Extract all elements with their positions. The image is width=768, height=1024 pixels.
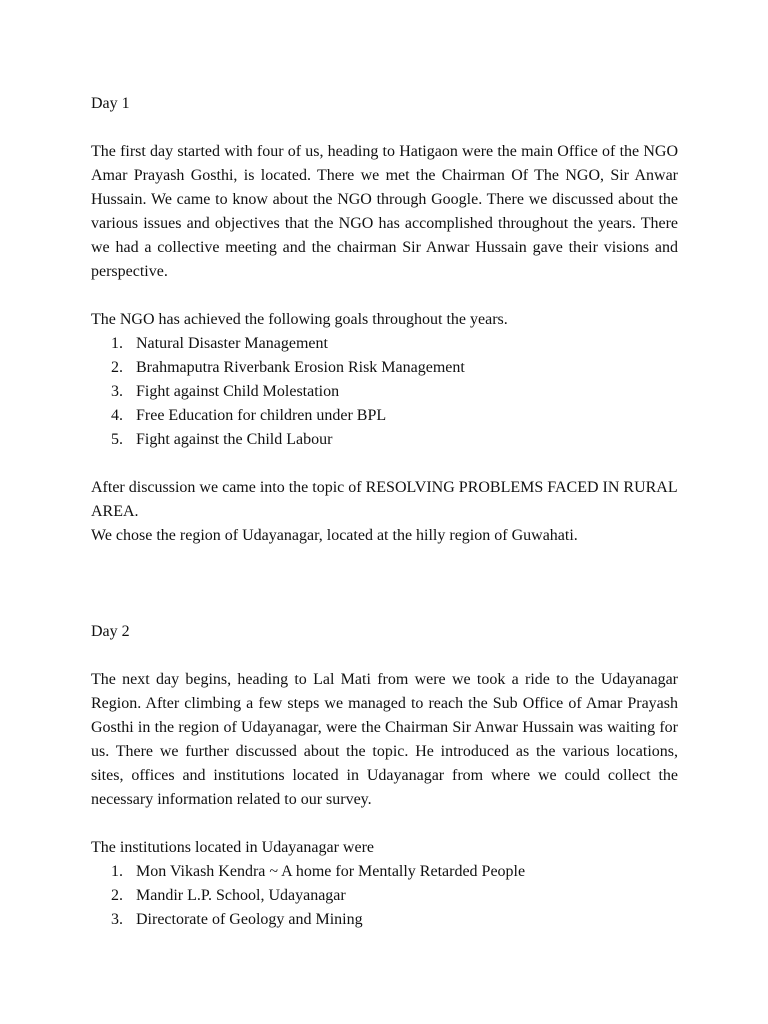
list-number: 3. <box>111 383 123 400</box>
list-number: 3. <box>111 911 123 928</box>
list-item-text: Brahmaputra Riverbank Erosion Risk Management <box>136 359 465 376</box>
list-number: 2. <box>111 887 123 904</box>
list-item-text: Mon Vikash Kendra ~ A home for Mentally Retarded People <box>136 863 526 880</box>
institutions-list <box>91 860 678 932</box>
list-number: 5. <box>111 431 123 448</box>
list-item-text: Natural Disaster Management <box>136 335 328 352</box>
day1-intro-paragraph: The first day started with four of us, heading to Hatigaon were the main Office of the NGO Amar Prayash Gosthi, is located. There we met the Chairman Of The NGO, Sir Anwar Hussain. We came to know about the NGO through Google. There we discussed about the various issues and objectives that the NGO has accomplished throughout the years. There we had a collective meeting and the chairman Sir Anwar Hussain gave their visions and perspective. <box>91 143 678 280</box>
day2-intro-paragraph: The next day begins, heading to Lal Mati from were we took a ride to the Udayanagar Region. After climbing a few steps we managed to reach the Sub Office of Amar Prayash Gosthi in the region of Udayanagar, were the Chairman Sir Anwar Hussain was waiting for us. There we further discussed about the topic. He introduced as the various locations, sites, offices and institutions located in Udayanagar from where we could collect the necessary information related to our survey. <box>91 671 678 808</box>
document-page <box>91 92 678 932</box>
list-item-text: Free Education for children under BPL <box>136 407 387 424</box>
list-number: 4. <box>111 407 123 424</box>
list-number: 2. <box>111 359 123 376</box>
list-item <box>91 356 678 380</box>
list-item <box>91 908 678 932</box>
day2-heading: Day 2 <box>91 623 130 640</box>
day1-heading: Day 1 <box>91 95 130 112</box>
goals-list <box>91 332 678 452</box>
institutions-intro: The institutions located in Udayanagar were <box>91 839 375 856</box>
list-item <box>91 860 678 884</box>
list-item <box>91 404 678 428</box>
list-item-text: Fight against Child Molestation <box>136 383 340 400</box>
list-item <box>91 380 678 404</box>
list-number: 1. <box>111 335 123 352</box>
list-item-text: Directorate of Geology and Mining <box>136 911 363 928</box>
day1-region-paragraph: We chose the region of Udayanagar, located at the hilly region of Guwahati. <box>91 527 578 544</box>
list-item-text: Fight against the Child Labour <box>136 431 333 448</box>
list-item <box>91 884 678 908</box>
day1-topic-paragraph: After discussion we came into the topic of RESOLVING PROBLEMS FACED IN RURAL AREA. <box>91 479 678 520</box>
goals-intro: The NGO has achieved the following goals throughout the years. <box>91 311 508 328</box>
list-item <box>91 428 678 452</box>
spacer <box>91 452 678 476</box>
list-item-text: Mandir L.P. School, Udayanagar <box>136 887 346 904</box>
spacer <box>91 548 678 620</box>
list-number: 1. <box>111 863 123 880</box>
list-item <box>91 332 678 356</box>
